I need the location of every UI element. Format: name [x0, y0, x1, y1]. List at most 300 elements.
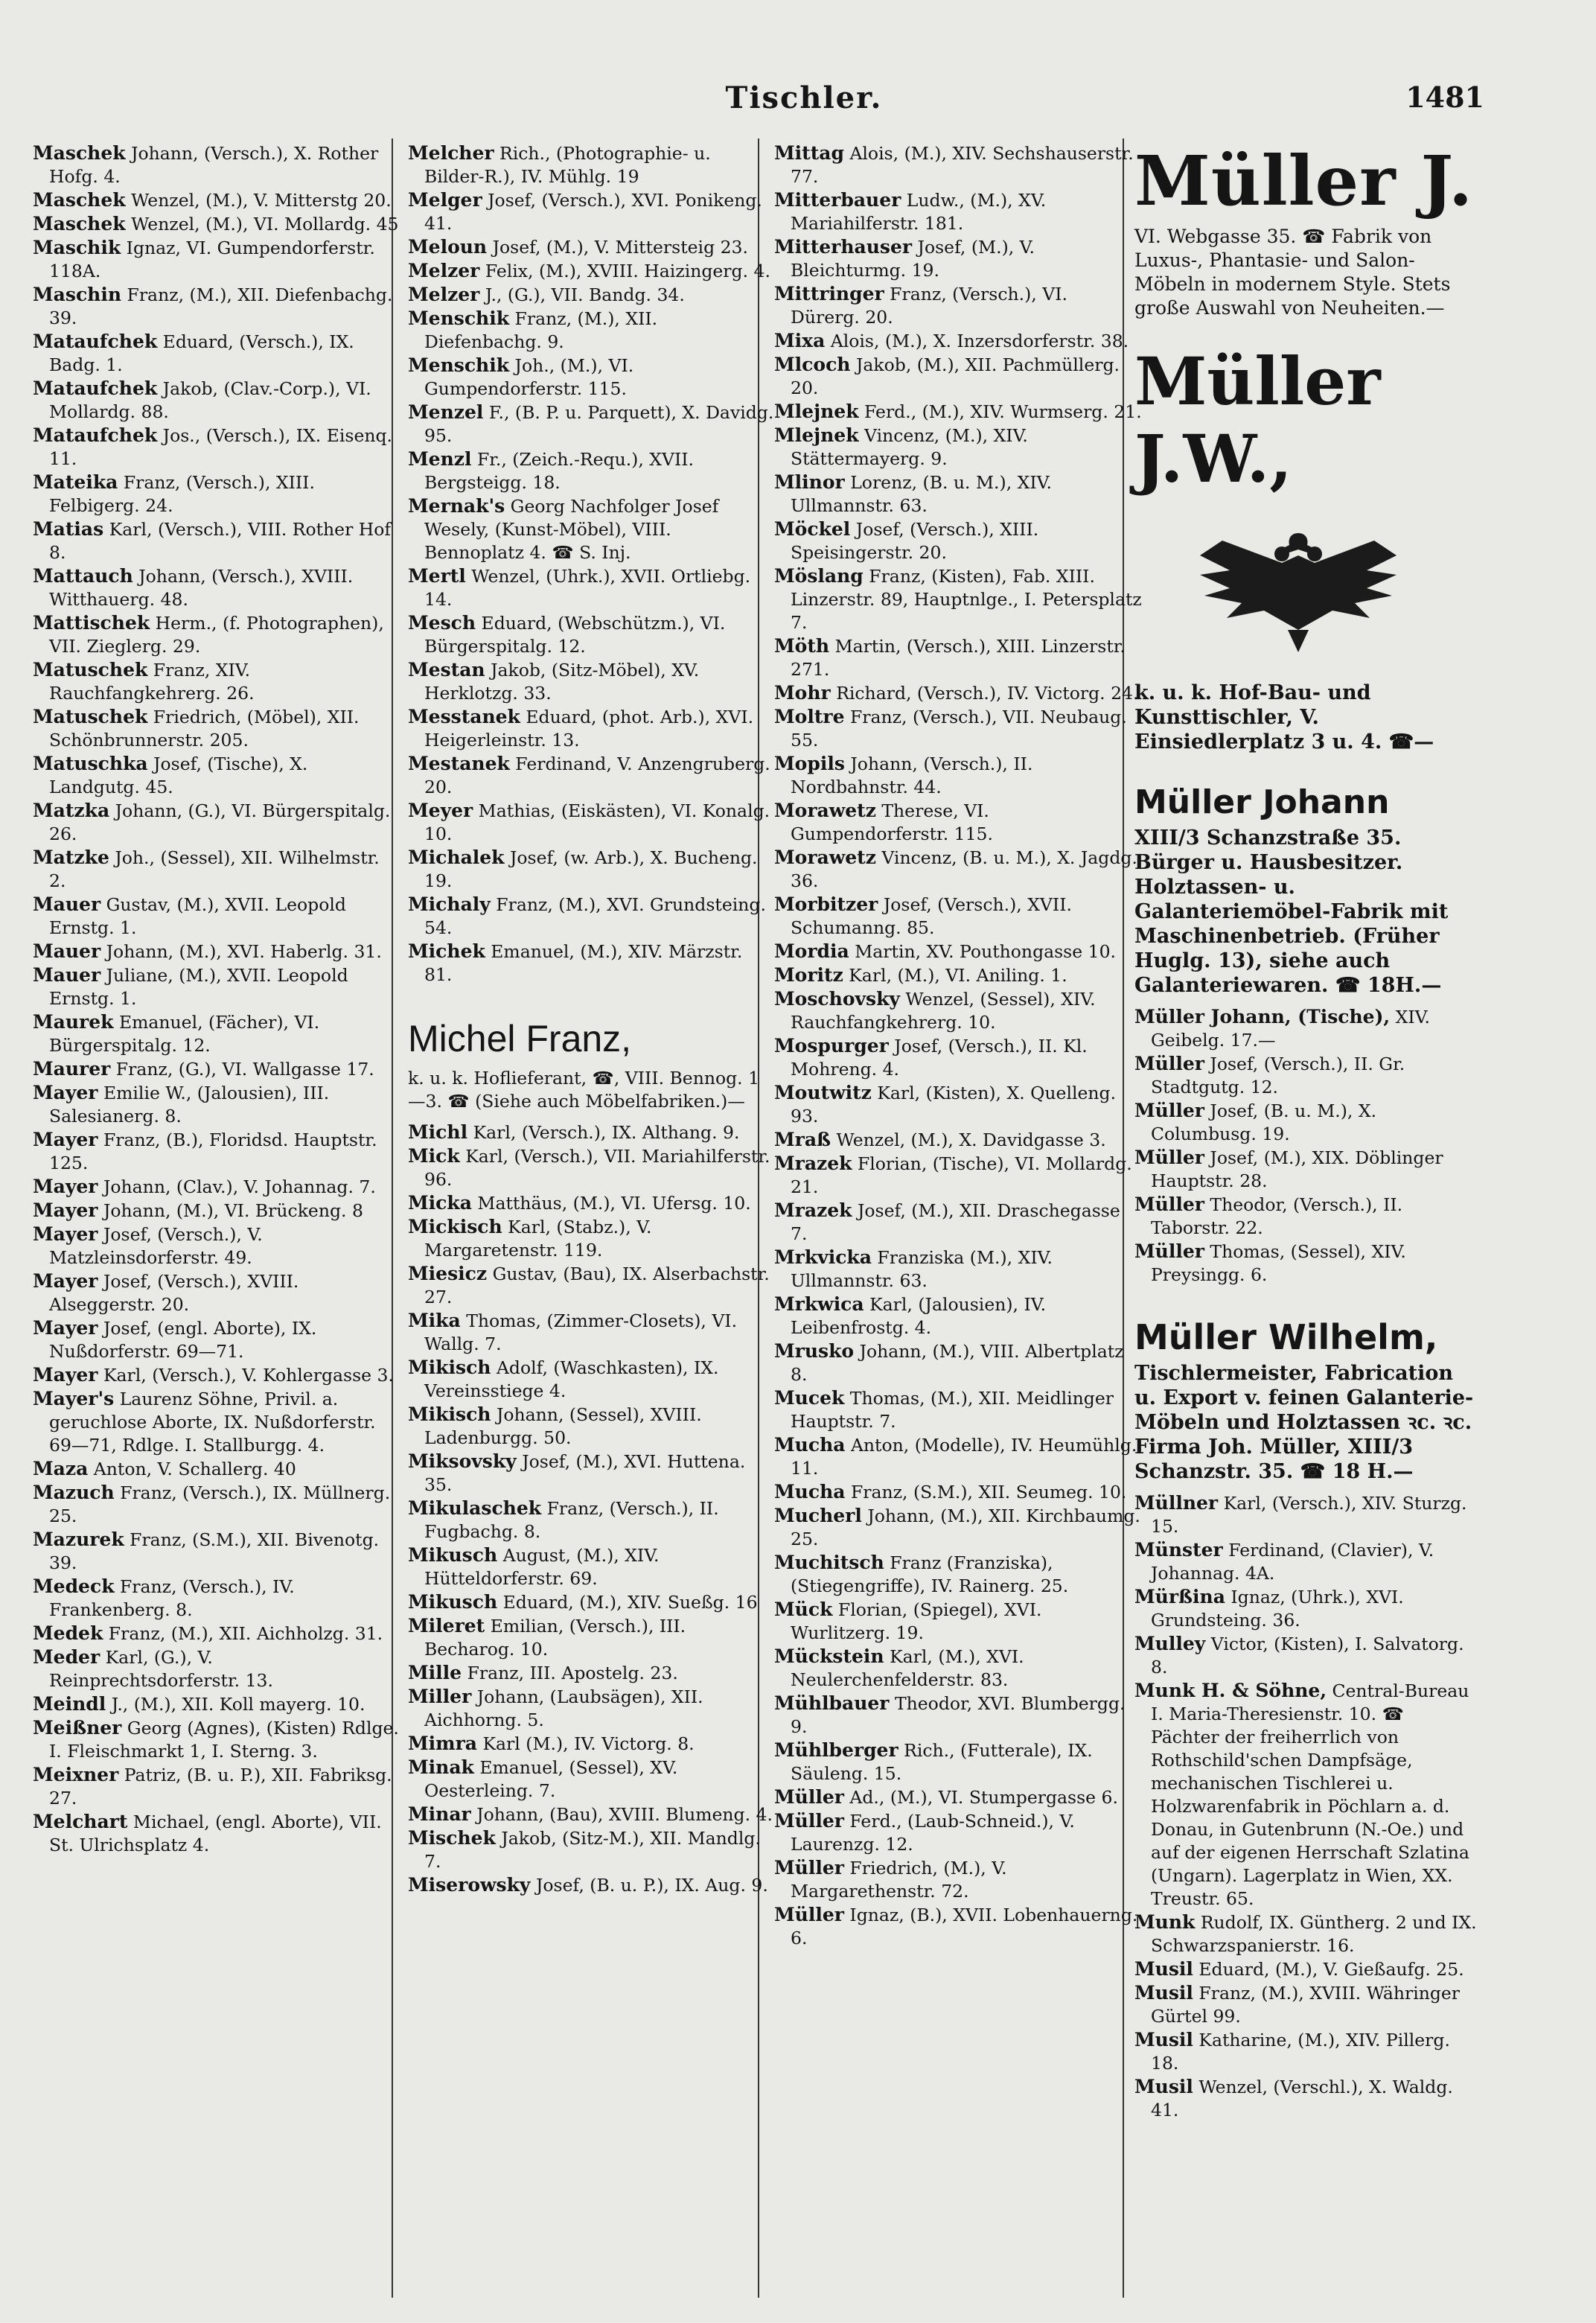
directory-entry: [408, 1191, 776, 1215]
entry-details: Laurenz Söhne, Privil. a. geruchlose Aborte, IX. Nußdorferstr. 69—71, Rdlge. I. Stallburgg. 4.: [49, 1389, 376, 1456]
entry-details: Emanuel, (Sessel), XV. Oesterleing. 7.: [424, 1757, 678, 1801]
entry-details: Josef, (engl. Aborte), IX. Nußdorferstr. 69—71.: [49, 1318, 317, 1362]
entry-details: Gustav, (M.), XVII. Leopold Ernstg. 1.: [49, 894, 346, 938]
entry-details: Matthäus, (M.), VI. Ufersg. 10.: [477, 1193, 751, 1214]
entry-details: Thomas, (M.), XII. Meidlinger Hauptstr. 7.: [791, 1388, 1114, 1432]
directory-entry: [774, 1433, 1142, 1480]
directory-entry: [408, 1403, 776, 1450]
directory-entry: [1134, 1538, 1477, 1585]
entry-details: Florian, (Tische), VI. Mollardg. 21.: [791, 1153, 1132, 1197]
directory-entry: [1134, 1491, 1477, 1538]
entry-name: Moltre: [774, 706, 845, 727]
entry-details: Ferd., (Laub-Schneid.), V. Laurenzg. 12.: [791, 1811, 1075, 1855]
directory-entry: [1134, 2075, 1477, 2122]
directory-entry: [1134, 1099, 1477, 1146]
entry-details: Rich., (Photographie- u. Bilder-R.), IV. Mühlg. 19: [424, 143, 711, 187]
entry-name: Musil: [1134, 2076, 1193, 2097]
directory-entry: [408, 1309, 776, 1356]
entry-name: Mayer: [33, 1082, 98, 1103]
entry-details: Franz, (G.), VI. Wallgasse 17.: [115, 1059, 374, 1080]
column-2-entries-continued: [408, 1121, 776, 1897]
entry-name: Morbitzer: [774, 893, 878, 915]
directory-entry: [774, 1034, 1142, 1081]
double-eagle-emblem-icon: [1187, 518, 1410, 660]
directory-entry: [408, 259, 776, 283]
entry-details: Thomas, (Zimmer-Closets), VI. Wallg. 7.: [424, 1310, 738, 1354]
directory-entry: [408, 283, 776, 307]
directory-entry: [33, 1128, 400, 1175]
entry-name: Möckel: [774, 518, 851, 540]
entry-name: Morawetz: [774, 847, 876, 868]
entry-details: Karl, (Versch.), V. Kohlergasse 3.: [103, 1365, 394, 1386]
entry-details: Wenzel, (M.), X. Davidgasse 3.: [836, 1129, 1106, 1150]
entry-name: Mernak's: [408, 495, 505, 517]
entry-name: Müller: [1134, 1100, 1204, 1121]
entry-name: Möth: [774, 635, 830, 657]
entry-details: Martin, XV. Pouthongasse 10.: [855, 941, 1116, 962]
entry-name: Müller Johann, (Tische),: [1134, 1006, 1391, 1027]
directory-entry: [33, 1223, 400, 1269]
directory-entry: [774, 1785, 1142, 1809]
directory-entry: [33, 330, 400, 377]
directory-entry: [33, 1481, 400, 1528]
entry-name: Mittag: [774, 142, 844, 164]
entry-details: Josef, (M.), XIX. Döblinger Hauptstr. 28.: [1151, 1147, 1443, 1191]
entry-name: Melger: [408, 189, 482, 211]
directory-entry: [774, 329, 1142, 353]
entry-name: Mickisch: [408, 1216, 502, 1237]
entry-name: Meyer: [408, 800, 473, 821]
entry-details: Franz, (M.), XVIII. Währinger Gürtel 99.: [1151, 1983, 1461, 2027]
entry-name: Moritz: [774, 964, 843, 986]
advert-mueller-jw-name: Müller J.W.,: [1134, 342, 1381, 497]
entry-name: Morawetz: [774, 800, 876, 821]
entry-name: Munk: [1134, 1911, 1196, 1933]
entry-name: Matias: [33, 518, 104, 540]
entry-name: Moschovsky: [774, 988, 900, 1010]
entry-details: Ferdinand, V. Anzengruberg. 20.: [424, 753, 770, 797]
entry-name: Miksovsky: [408, 1450, 517, 1472]
directory-entry: [33, 141, 400, 188]
directory-entry: [408, 1215, 776, 1262]
entry-details: Karl, (Stabz.), V. Margaretenstr. 119.: [424, 1217, 652, 1261]
directory-entry: [1134, 1957, 1477, 1981]
entry-details: Richard, (Versch.), IV. Victorg. 24.: [836, 683, 1139, 704]
entry-name: Müllner: [1134, 1492, 1219, 1514]
entry-details: Victor, (Kisten), I. Salvatorg. 8.: [1151, 1634, 1464, 1677]
entry-details: August, (M.), XIV. Hütteldorferstr. 69.: [424, 1545, 660, 1589]
directory-entry: [33, 283, 400, 330]
entry-details: Emilie W., (Jalousien), III. Salesianerg. 8.: [49, 1083, 330, 1127]
directory-entry: [408, 1590, 776, 1614]
directory-entry: [408, 235, 776, 259]
directory-entry: [33, 236, 400, 283]
entry-name: Menzl: [408, 448, 472, 470]
directory-entry: [33, 1810, 400, 1857]
entry-name: Mlcoch: [774, 354, 851, 375]
entry-details: Mathias, (Eiskästen), VI. Konalg. 10.: [424, 800, 770, 844]
entry-details: Herm., (f. Photographen), VII. Zieglerg. 29.: [49, 613, 384, 657]
entry-details: Katharine, (M.), XIV. Pillerg. 18.: [1151, 2030, 1450, 2074]
entry-name: Messtanek: [408, 706, 520, 727]
entry-name: Mayer: [33, 1199, 98, 1221]
entry-name: Meder: [33, 1646, 100, 1668]
entry-name: Mayer: [33, 1364, 98, 1386]
entry-name: Matuschka: [33, 753, 148, 774]
entry-details: Friedrich, (M.), V. Margarethenstr. 72.: [791, 1858, 1007, 1902]
entry-name: Mikisch: [408, 1357, 491, 1378]
directory-entry: [408, 658, 776, 705]
entry-name: Mlejnek: [774, 424, 859, 446]
directory-entry: [33, 1575, 400, 1622]
directory-entry: [408, 1614, 776, 1661]
entry-name: Mazurek: [33, 1529, 124, 1550]
directory-entry: [774, 1339, 1142, 1386]
entry-name: Müller: [774, 1786, 844, 1808]
directory-entry: [774, 940, 1142, 963]
entry-name: Miesicz: [408, 1263, 488, 1284]
entry-name: Mataufchek: [33, 377, 158, 399]
entry-details: Franz, (Kisten), Fab. XIII. Linzerstr. 89, Hauptnlge., I. Petersplatz 7.: [791, 566, 1142, 633]
entry-name: Mück: [774, 1599, 833, 1620]
directory-entry: [33, 1269, 400, 1316]
entry-details: Josef, (w. Arb.), X. Bucheng. 19.: [424, 847, 758, 891]
entry-details: Josef, (M.), XII. Draschegasse 7.: [791, 1200, 1120, 1244]
entry-details: Karl, (Kisten), X. Quelleng. 93.: [791, 1083, 1117, 1127]
entry-details: Joh., (Sessel), XII. Wilhelmstr. 2.: [49, 847, 380, 891]
directory-entry: [33, 1763, 400, 1810]
entry-details: Anton, V. Schallerg. 40: [93, 1459, 296, 1479]
entry-name: Michl: [408, 1121, 468, 1143]
entry-name: Maschin: [33, 284, 122, 305]
entry-details: Eduard, (M.), XIV. Sueßg. 16: [502, 1592, 758, 1613]
directory-entry: [408, 1685, 776, 1732]
entry-details: Josef, (Versch.), V. Matzleinsdorferstr. 49.: [49, 1224, 263, 1268]
entry-name: Mürßina: [1134, 1586, 1225, 1607]
column-2-entries: [408, 141, 776, 987]
entry-name: Mixa: [774, 330, 826, 351]
directory-entry: [408, 1826, 776, 1873]
entry-details: Martin, (Versch.), XIII. Linzerstr. 271.: [791, 636, 1126, 680]
directory-entry: [33, 1622, 400, 1645]
entry-details: Johann, (Laubsägen), XII. Aichhorng. 5.: [424, 1686, 703, 1730]
entry-details: Franz, (M.), XII. Aichholzg. 31.: [108, 1623, 383, 1644]
entry-details: Felix, (M.), XVIII. Haizingerg. 4.: [485, 261, 770, 281]
entry-details: Karl, (Versch.), VII. Mariahilferstr. 96.: [424, 1146, 770, 1190]
entry-details: Franz, (Versch.), II. Fugbachg. 8.: [424, 1498, 719, 1542]
entry-details: Franz, (M.), XII. Diefenbachg. 39.: [49, 284, 393, 328]
entry-name: Mucha: [774, 1481, 846, 1503]
entry-details: F., (B. P. u. Parquett), X. Davidg. 95.: [424, 402, 774, 446]
entry-name: Michalek: [408, 847, 505, 868]
entry-details: Josef, (M.), V. Bleichturmg. 19.: [791, 237, 1035, 281]
directory-entry: [408, 401, 776, 447]
entry-details: Franz, (B.), Floridsd. Hauptstr. 125.: [49, 1129, 377, 1173]
directory-entry: [33, 564, 400, 611]
directory-entry: [33, 1457, 400, 1481]
entry-details: Johann, (Versch.), II. Nordbahnstr. 44.: [791, 753, 1033, 797]
entry-name: Melzer: [408, 284, 480, 305]
directory-entry: [774, 400, 1142, 424]
entry-details: Josef, (Versch.), XVII. Schumanng. 85.: [791, 894, 1072, 938]
entry-details: Josef, (Versch.), XVIII. Alseggerstr. 20.: [49, 1271, 299, 1315]
entry-name: Mayer: [33, 1223, 98, 1245]
entry-details: Franz, (Versch.), XIII. Felbigerg. 24.: [49, 472, 315, 516]
entry-name: Mayer: [33, 1176, 98, 1197]
directory-entry: [408, 354, 776, 401]
entry-details: Lorenz, (B. u. M.), XIV. Ullmannstr. 63.: [791, 472, 1052, 516]
entry-details: Friedrich, (Möbel), XII. Schönbrunnerstr. 205.: [49, 707, 360, 751]
entry-details: Johann, (G.), VI. Bürgerspitalg. 26.: [49, 800, 391, 844]
entry-name: Matzke: [33, 847, 109, 868]
entry-name: Mrkwica: [774, 1293, 864, 1315]
entry-name: Mesch: [408, 612, 476, 634]
entry-name: Mauer: [33, 940, 101, 962]
page-header-title: Tischler.: [725, 80, 883, 115]
entry-name: Melcher: [408, 142, 494, 164]
directory-entry: [774, 1504, 1142, 1551]
directory-entry: [408, 846, 776, 893]
directory-entry: [33, 963, 400, 1010]
entry-details: Josef, (B. u. P.), IX. Aug. 9.: [535, 1875, 768, 1896]
directory-entry: [33, 658, 400, 705]
entry-details: Wenzel, (Uhrk.), XVII. Ortliebg. 14.: [424, 566, 751, 610]
directory-entry: [33, 1199, 400, 1223]
entry-details: Alois, (M.), XIV. Sechshauserstr. 77.: [791, 143, 1134, 187]
entry-name: Menschik: [408, 307, 510, 329]
directory-entry: [774, 752, 1142, 799]
directory-entry: [408, 1661, 776, 1685]
directory-entry: [408, 799, 776, 846]
directory-entry: [774, 893, 1142, 940]
directory-entry: [33, 1716, 400, 1763]
directory-entry: [774, 705, 1142, 752]
entry-details: Karl, (M.), XVI. Neulerchenfelderstr. 83.: [791, 1646, 1024, 1690]
entry-details: Jakob, (Clav.-Corp.), VI. Mollardg. 88.: [49, 378, 371, 422]
directory-entry: [774, 141, 1142, 188]
entry-details: Karl, (Versch.), XIV. Sturzg. 15.: [1151, 1493, 1467, 1537]
entry-details: Johann, (M.), VIII. Albertplatz 8.: [791, 1341, 1124, 1385]
entry-details: Wenzel, (Sessel), XIV. Rauchfangkehrerg. 10.: [791, 989, 1096, 1033]
entry-details: Eduard, (phot. Arb.), XVI. Heigerleinstr. 13.: [424, 707, 754, 751]
directory-entry: [774, 1645, 1142, 1692]
entry-details: Central-Bureau I. Maria-Theresienstr. 10. ☎ Pächter der freiherrlich von Rothschild'schen Dampfsäge, mechanischen Tischlerei u. Holzwarenfabrik in Pöchlarn a. d. Donau, in Gutenbrunn (N.-Oe.) und auf der eigenen Herrschaft Szlatina (Ungarn). Lagerplatz in Wien, XX. Treustr. 65.: [1151, 1680, 1469, 1909]
directory-entry: [1134, 1981, 1477, 2028]
entry-name: Mileret: [408, 1615, 485, 1637]
entry-name: Müller: [1134, 1240, 1204, 1262]
directory-entry: [33, 1316, 400, 1363]
entry-name: Musil: [1134, 1958, 1193, 1980]
entry-name: Mayer: [33, 1270, 98, 1292]
entry-details: Johann, (M.), XII. Kirchbaumg. 25.: [791, 1505, 1140, 1549]
directory-entry: [33, 188, 400, 212]
entry-details: Wenzel, (M.), VI. Mollardg. 45: [131, 214, 399, 235]
entry-details: Georg (Agnes), (Kisten) Rdlge. I. Fleischmarkt 1, I. Sterng. 3.: [49, 1718, 399, 1762]
entry-name: Maurer: [33, 1058, 111, 1080]
entry-name: Mlejnek: [774, 401, 859, 422]
entry-name: Mayer's: [33, 1388, 115, 1409]
entry-name: Mischek: [408, 1827, 496, 1849]
entry-name: Müller: [774, 1904, 844, 1925]
entry-name: Mohr: [774, 682, 831, 704]
directory-entry: [408, 1803, 776, 1826]
entry-name: Mühlbauer: [774, 1692, 890, 1714]
directory-entry: [33, 940, 400, 963]
entry-details: Josef, (B. u. M.), X. Columbusg. 19.: [1151, 1100, 1377, 1144]
directory-entry: [774, 564, 1142, 634]
entry-name: Mrusko: [774, 1340, 855, 1362]
directory-entry: [408, 1356, 776, 1403]
entry-name: Müller: [1134, 1147, 1204, 1168]
directory-entry: [33, 1528, 400, 1575]
directory-entry: [33, 1387, 400, 1457]
entry-details: Franziska (M.), XIV. Ullmannstr. 63.: [791, 1247, 1053, 1291]
entry-details: Josef, (Versch.), XVI. Ponikeng. 41.: [424, 190, 762, 234]
directory-entry: [33, 611, 400, 658]
entry-name: Maschek: [33, 189, 126, 211]
directory-entry: [408, 494, 776, 564]
entry-details: Franz, (S.M.), XII. Bivenotg. 39.: [49, 1529, 380, 1573]
entry-details: Josef, (Versch.), II. Kl. Mohreng. 4.: [791, 1036, 1088, 1080]
entry-details: Franz, (Versch.), VI. Dürerg. 20.: [791, 284, 1067, 328]
entry-details: Emilian, (Versch.), III. Becharog. 10.: [424, 1616, 686, 1660]
directory-entry: [774, 235, 1142, 282]
entry-name: Mataufchek: [33, 424, 158, 446]
entry-name: Mayer: [33, 1317, 98, 1339]
entry-name: Mattischek: [33, 612, 150, 634]
entry-name: Musil: [1134, 2029, 1193, 2050]
entry-details: Therese, VI. Gumpendorferstr. 115.: [791, 800, 993, 844]
entry-name: Menzel: [408, 401, 484, 423]
entry-name: Mucek: [774, 1387, 845, 1409]
directory-entry: [408, 307, 776, 354]
directory-entry: [33, 377, 400, 424]
directory-entry: [774, 846, 1142, 893]
entry-name: Mospurger: [774, 1035, 889, 1057]
directory-entry: [33, 752, 400, 799]
entry-details: Eduard, (Webschützm.), VI. Bürgerspitalg. 12.: [424, 613, 726, 657]
entry-name: Mrkvicka: [774, 1246, 872, 1268]
advert-michel-franz-text: k. u. k. Hoflieferant, ☎, VIII. Bennog. 1—3. ☎ (Siehe auch Möbelfabriken.)—: [408, 1068, 760, 1112]
advert-mueller-jw-text: k. u. k. Hof-Bau- und Kunsttischler, V. Einsiedlerplatz 3 u. 4. ☎—: [1134, 681, 1434, 753]
entry-name: Mille: [408, 1662, 462, 1683]
entry-name: Maurek: [33, 1011, 114, 1033]
directory-entry: [408, 1543, 776, 1590]
entry-name: Minar: [408, 1803, 471, 1825]
directory-entry: [774, 1386, 1142, 1433]
entry-details: Josef, (Versch.), II. Gr. Stadtgutg. 12.: [1151, 1054, 1405, 1097]
directory-entry: [408, 1873, 776, 1897]
directory-entry: [774, 353, 1142, 400]
entry-name: Mestan: [408, 659, 485, 681]
directory-entry: [774, 517, 1142, 564]
entry-name: Meixner: [33, 1764, 119, 1785]
entry-name: Miller: [408, 1686, 472, 1707]
directory-entry: [33, 212, 400, 236]
entry-name: Mikisch: [408, 1403, 491, 1425]
entry-name: Medeck: [33, 1575, 115, 1597]
advert-mueller-j-text: VI. Webgasse 35. ☎ Fabrik von Luxus-, Phantasie- und Salon-Möbeln in modernem Style. Stets große Auswahl von Neuheiten.—: [1134, 226, 1451, 319]
directory-entry: [408, 447, 776, 494]
entry-details: Ferdinand, (Clavier), V. Johannag. 4A.: [1151, 1540, 1434, 1584]
entry-name: Melzer: [408, 260, 480, 281]
directory-entry: [774, 1152, 1142, 1199]
column-1: [33, 141, 400, 1857]
entry-name: Micka: [408, 1192, 472, 1214]
entry-details: Anton, (Modelle), IV. Heumühlg. 11.: [791, 1435, 1137, 1479]
directory-entry: [1134, 1632, 1477, 1679]
entry-name: Mordia: [774, 940, 849, 962]
entry-name: Minak: [408, 1756, 474, 1778]
directory-entry: [774, 1293, 1142, 1339]
entry-details: Ignaz, (Uhrk.), XVI. Grundsteing. 36.: [1151, 1587, 1404, 1631]
entry-name: Muchitsch: [774, 1552, 884, 1573]
directory-entry: [1134, 1679, 1477, 1911]
entry-name: Meindl: [33, 1693, 106, 1715]
directory-entry: [774, 1598, 1142, 1645]
entry-name: Meloun: [408, 236, 488, 258]
entry-name: Medek: [33, 1622, 103, 1644]
entry-name: Mucherl: [774, 1505, 862, 1526]
entry-details: Karl, (G.), V. Reinprechtsdorferstr. 13.: [49, 1647, 273, 1691]
entry-name: Menschik: [408, 354, 510, 376]
entry-details: XIV. Geibelg. 17.—: [1151, 1007, 1430, 1051]
entry-name: Musil: [1134, 1982, 1193, 2004]
directory-entry: [774, 1480, 1142, 1504]
entry-name: Maza: [33, 1458, 89, 1479]
entry-name: Michek: [408, 940, 485, 962]
entry-details: Johann, (Versch.), XVIII. Witthauerg. 48.: [49, 566, 354, 610]
entry-name: Mimra: [408, 1733, 477, 1754]
directory-entry: [408, 1121, 776, 1144]
directory-entry: [774, 1199, 1142, 1246]
directory-entry: [774, 282, 1142, 329]
entry-details: J., (G.), VII. Bandg. 34.: [485, 284, 685, 305]
directory-entry: [408, 940, 776, 987]
entry-details: Eduard, (Versch.), IX. Badg. 1.: [49, 331, 354, 375]
entry-details: Gustav, (Bau), IX. Alserbachstr. 27.: [424, 1264, 770, 1307]
advert-michel-franz-name: Michel Franz,: [408, 1018, 632, 1059]
directory-entry: [408, 1144, 776, 1191]
entry-name: Matzka: [33, 800, 110, 821]
entry-name: Mick: [408, 1145, 460, 1167]
directory-entry: [408, 752, 776, 799]
entry-details: Rudolf, IX. Güntherg. 2 und IX. Schwarzspanierstr. 16.: [1151, 1912, 1477, 1956]
entry-details: Franz, (M.), XII. Diefenbachg. 9.: [424, 308, 658, 352]
entry-details: Karl (M.), IV. Victorg. 8.: [482, 1733, 695, 1754]
directory-entry: [408, 1262, 776, 1309]
directory-entry: [33, 893, 400, 940]
directory-entry: [33, 799, 400, 846]
directory-entry: [33, 1645, 400, 1692]
entry-name: Mattauch: [33, 565, 133, 587]
entry-name: Mucha: [774, 1434, 846, 1456]
directory-entry: [33, 1175, 400, 1199]
directory-entry: [774, 987, 1142, 1034]
entry-details: Franz, (M.), XVI. Grundsteing. 54.: [424, 894, 766, 938]
entry-details: Joh., (M.), VI. Gumpendorferstr. 115.: [424, 355, 634, 399]
directory-entry: [33, 1010, 400, 1057]
entry-name: Mlinor: [774, 471, 845, 493]
entry-details: Emanuel, (M.), XIV. Märzstr. 81.: [424, 941, 743, 985]
entry-details: Ignaz, VI. Gumpendorferstr. 118A.: [49, 238, 375, 281]
entry-name: Mittringer: [774, 283, 884, 305]
entry-name: Munk H. & Söhne,: [1134, 1680, 1327, 1701]
directory-entry: [408, 1732, 776, 1756]
directory-entry: [774, 1246, 1142, 1293]
entry-name: Michaly: [408, 893, 491, 915]
entry-name: Mikulaschek: [408, 1497, 542, 1519]
